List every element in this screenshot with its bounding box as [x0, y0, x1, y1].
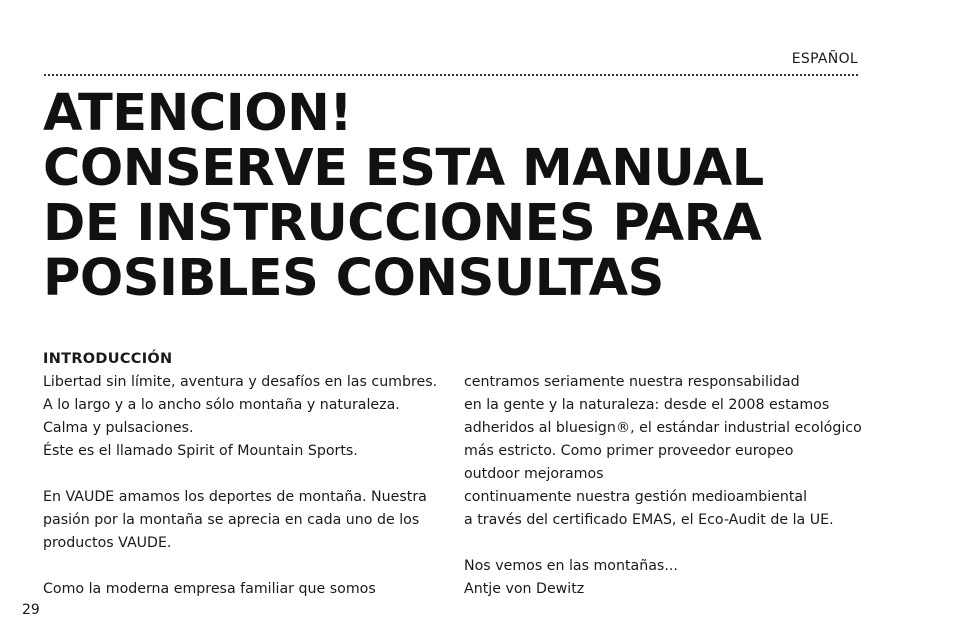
paragraph-spacer [464, 532, 864, 555]
headline-line: CONSERVE ESTA MANUAL [43, 139, 764, 198]
text-line: En VAUDE amamos los deportes de montaña. Nuestra [43, 489, 427, 505]
headline-line: POSIBLES CONSULTAS [43, 249, 664, 308]
text-line: Éste es el llamado Spirit of Mountain Sports. [43, 443, 358, 459]
language-label: ESPAÑOL [791, 51, 858, 67]
text-line: outdoor mejoramos [464, 466, 604, 482]
text-line: A lo largo y a lo ancho sólo montaña y naturaleza. [43, 397, 400, 413]
headline-line: DE INSTRUCCIONES PARA [43, 194, 762, 253]
text-line: Nos vemos en las montañas... [464, 558, 678, 574]
text-line: en la gente y la naturaleza: desde el 2008 estamos [464, 397, 830, 413]
text-line: a través del certificado EMAS, el Eco-Audit de la UE. [464, 512, 834, 528]
text-line: Calma y pulsaciones. [43, 420, 194, 436]
section-title: INTRODUCCIÓN [43, 351, 173, 367]
text-line: Antje von Dewitz [464, 581, 585, 597]
text-line: productos VAUDE. [43, 535, 172, 551]
text-line: centramos seriamente nuestra responsabilidad [464, 374, 800, 390]
left-paragraphs [43, 371, 448, 601]
text-line: más estricto. Como primer proveedor europeo [464, 443, 794, 459]
page-headline [43, 86, 923, 306]
dotted-divider [44, 74, 858, 76]
right-paragraphs [464, 371, 864, 601]
headline-line: ATENCION! [43, 84, 353, 143]
text-line: Como la moderna empresa familiar que somos [43, 581, 376, 597]
intro-right-column [464, 371, 864, 601]
text-line: adheridos al bluesign®, el estándar industrial ecológico [464, 420, 862, 436]
intro-left-column [43, 348, 448, 601]
paragraph-spacer [43, 463, 448, 486]
paragraph-spacer [43, 555, 448, 578]
page-number: 29 [22, 602, 40, 618]
text-line: pasión por la montaña se aprecia en cada uno de los [43, 512, 420, 528]
text-line: continuamente nuestra gestión medioambiental [464, 489, 808, 505]
text-line: Libertad sin límite, aventura y desafíos en las cumbres. [43, 374, 438, 390]
